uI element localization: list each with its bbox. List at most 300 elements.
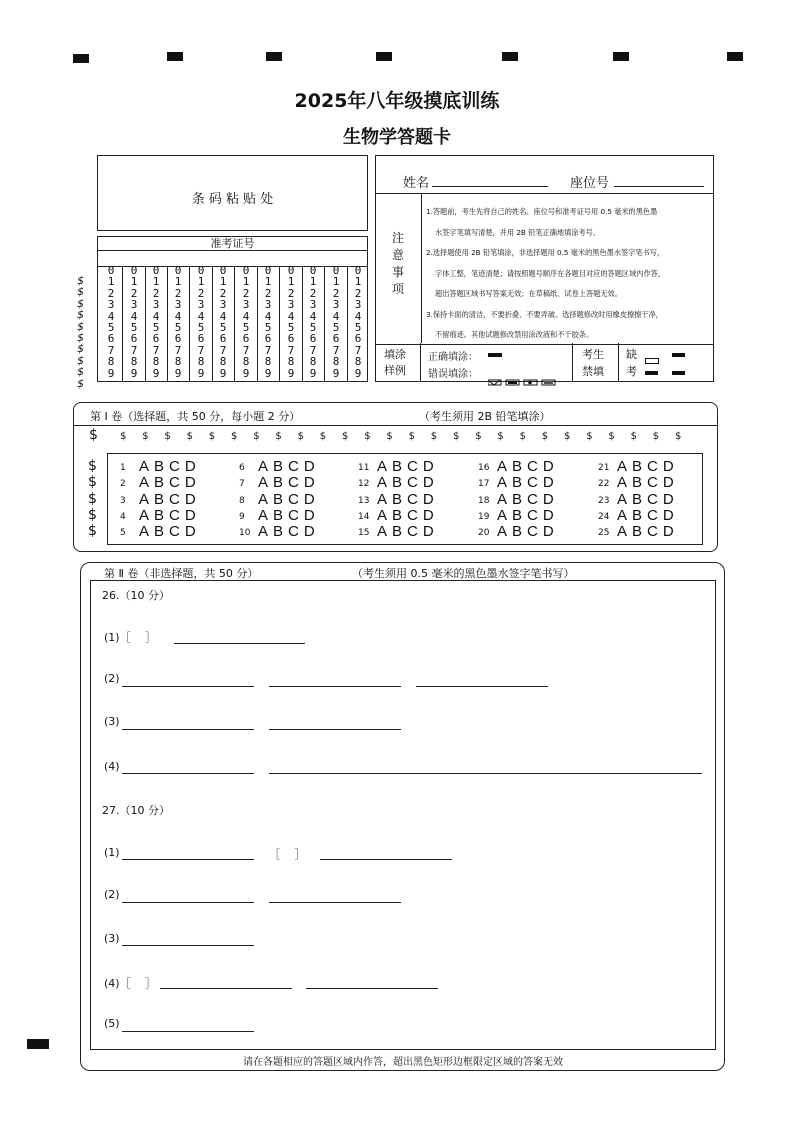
answer-options[interactable]: ABCD: [497, 506, 559, 524]
timing-mark: [27, 1039, 49, 1049]
absent-empty-box: [645, 358, 659, 364]
answer-options[interactable]: ABCD: [139, 506, 201, 524]
notes-char: 项: [391, 282, 404, 296]
q26-4-label: (4): [104, 760, 120, 773]
absent-label-2: 考: [626, 365, 637, 378]
name-label: 姓名: [403, 176, 430, 191]
correct-fill-mark: [488, 353, 502, 357]
notes-line: 字体工整，笔迹清楚；请按照题号顺序在各题目对应的答题区域内作答，: [435, 268, 666, 278]
footer-warning: 请在各题相应的答题区域内作答，超出黑色矩形边框限定区域的答案无效: [243, 1057, 563, 1068]
exam-digit[interactable]: 8: [242, 355, 250, 369]
question-number: 5: [120, 528, 126, 539]
q27-2-label: (2): [104, 888, 120, 901]
exam-digit[interactable]: 8: [332, 355, 340, 369]
question-number: 24: [598, 511, 610, 522]
exam-digit-column[interactable]: [194, 266, 208, 380]
question-number: 19: [478, 511, 490, 522]
exam-digit[interactable]: 2: [174, 286, 182, 300]
notes-line: 3.保持卡面的清洁，不要折叠、不要弄破。选择题修改时用橡皮擦擦干净，: [426, 309, 663, 319]
row-timing-mark: $: [630, 431, 637, 442]
forbidden-label-2: 禁填: [582, 365, 604, 378]
answer-options[interactable]: ABCD: [258, 458, 320, 475]
question-number: 6: [239, 463, 245, 473]
exam-digit[interactable]: 3: [332, 298, 340, 312]
exam-digit-column[interactable]: [216, 266, 230, 380]
q26-2-blank-c[interactable]: [416, 686, 548, 687]
exam-digit[interactable]: 0: [287, 264, 295, 277]
side-timing-mark: $: [77, 308, 84, 322]
exam-digit[interactable]: 1: [219, 275, 227, 289]
question-number: 3: [120, 495, 126, 506]
question-number: 15: [358, 528, 370, 539]
answer-options[interactable]: ABCD: [139, 490, 201, 508]
exam-digit-column[interactable]: [306, 266, 320, 380]
exam-digit[interactable]: 2: [354, 286, 362, 300]
exam-digit[interactable]: 7: [107, 343, 115, 357]
row-timing-mark: $: [430, 431, 438, 442]
side-timing-mark: $: [88, 523, 97, 540]
absent-mark[interactable]: [672, 353, 685, 357]
q27-4-label: (4)［ ］: [104, 977, 157, 990]
fill-example-label-1: 填涂: [384, 348, 406, 361]
notes-line: 2.选择题使用 2B 铅笔填涂，非选择题用 0.5 毫米的黑色墨水签字笔书写，: [426, 248, 665, 257]
question-number: 13: [358, 495, 370, 506]
exam-digit[interactable]: 3: [309, 298, 317, 312]
answer-options[interactable]: ABCD: [497, 523, 559, 541]
timing-mark: [613, 52, 629, 61]
exam-digit[interactable]: 0: [354, 264, 362, 277]
exam-digit[interactable]: 0: [332, 264, 340, 277]
exam-digit[interactable]: 3: [354, 298, 362, 312]
answer-options[interactable]: ABCD: [377, 474, 439, 492]
exam-digit[interactable]: 3: [152, 298, 160, 312]
timing-mark: [167, 52, 183, 61]
exam-digit[interactable]: 2: [152, 286, 160, 300]
fill-example-label: [384, 347, 406, 379]
exam-digit[interactable]: 6: [332, 332, 340, 346]
part1-title: 第 Ⅰ 卷（选择题，共 50 分，每小题 2 分）: [90, 410, 301, 423]
answer-options[interactable]: ABCD: [139, 523, 201, 541]
question-number: 11: [358, 463, 370, 473]
exam-digit[interactable]: 3: [174, 298, 182, 312]
q26-1-blank[interactable]: [174, 643, 305, 644]
timing-mark: [266, 52, 282, 61]
exam-digit[interactable]: 5: [242, 320, 250, 334]
row-timing-mark: $: [186, 431, 193, 442]
exam-digit-column[interactable]: [261, 266, 275, 380]
exam-digit[interactable]: 6: [309, 332, 317, 346]
q27-3-blank[interactable]: [122, 945, 254, 946]
exam-digit[interactable]: 1: [332, 275, 340, 289]
exam-digit[interactable]: 5: [152, 320, 160, 334]
exam-digit[interactable]: 3: [264, 298, 272, 312]
exam-digit[interactable]: 5: [130, 320, 138, 334]
q27-3-label: (3): [104, 932, 120, 945]
exam-digit[interactable]: 4: [264, 309, 272, 323]
exam-digit-column[interactable]: [127, 266, 141, 380]
q26-3-blank-b[interactable]: [269, 729, 401, 730]
exam-digit[interactable]: 9: [332, 366, 340, 380]
row-timing-mark: $: [319, 431, 327, 442]
answer-options[interactable]: ABCD: [377, 523, 439, 541]
row-timing-mark: $: [342, 431, 349, 442]
name-field[interactable]: [432, 186, 548, 187]
notes-label: [388, 230, 408, 298]
timing-mark: [73, 54, 89, 63]
exam-digit[interactable]: 8: [219, 355, 227, 369]
q26-2-label: (2): [104, 672, 120, 685]
exam-digit[interactable]: 9: [287, 366, 295, 380]
answer-options[interactable]: ABCD: [258, 474, 320, 492]
row-timing-mark: $: [364, 431, 371, 442]
exam-digit[interactable]: 4: [354, 309, 362, 323]
forbidden-label: [582, 346, 604, 380]
exam-digit[interactable]: 7: [287, 343, 295, 357]
q27-4-blank-a[interactable]: [160, 988, 292, 989]
exam-digit[interactable]: 4: [219, 309, 227, 323]
exam-digit[interactable]: 1: [174, 275, 182, 289]
q26-2-blank-b[interactable]: [269, 686, 401, 687]
side-timing-mark: $: [77, 331, 84, 344]
exam-digit[interactable]: 6: [287, 332, 295, 346]
side-timing-mark: $: [77, 376, 84, 390]
exam-digit[interactable]: 8: [287, 355, 295, 369]
side-timing-mark: $: [77, 296, 84, 310]
barcode-area: [97, 155, 368, 231]
exam-digit[interactable]: 6: [354, 332, 362, 346]
exam-digit[interactable]: 0: [309, 264, 317, 277]
row-timing-mark: $: [586, 431, 593, 442]
exam-digit[interactable]: 3: [219, 298, 227, 312]
absent-label-1: 缺: [626, 348, 637, 361]
timing-mark: [727, 52, 743, 61]
exam-digit[interactable]: 4: [242, 309, 250, 323]
exam-digit[interactable]: 5: [332, 320, 340, 334]
q27-2-blank-b[interactable]: [269, 902, 401, 903]
answer-area[interactable]: [90, 580, 716, 1050]
exam-digit[interactable]: 7: [242, 343, 250, 357]
exam-digit[interactable]: 0: [219, 264, 227, 277]
exam-digit[interactable]: 9: [242, 366, 250, 380]
question-number: 10: [239, 528, 251, 539]
row-timing-mark: $: [453, 431, 460, 442]
exam-digit[interactable]: 4: [107, 309, 115, 323]
exam-digit[interactable]: 1: [197, 275, 205, 289]
exam-digit[interactable]: 5: [309, 320, 317, 334]
exam-digit[interactable]: 7: [197, 343, 205, 357]
row-timing-mark: $: [164, 431, 171, 442]
exam-digit-column[interactable]: [104, 266, 118, 380]
exam-digit[interactable]: 5: [174, 320, 182, 334]
answer-options[interactable]: ABCD: [139, 458, 201, 475]
q27-1-label: (1): [104, 846, 120, 859]
exam-digit[interactable]: 2: [219, 286, 227, 300]
exam-digit[interactable]: 9: [309, 366, 317, 380]
exam-digit[interactable]: 1: [264, 275, 272, 289]
exam-digit[interactable]: 5: [219, 320, 227, 334]
question-number: 17: [478, 479, 490, 490]
side-timing-mark: $: [88, 490, 97, 507]
exam-digit[interactable]: 8: [107, 355, 115, 369]
exam-digit[interactable]: 6: [152, 332, 160, 346]
exam-digit[interactable]: 7: [130, 343, 138, 357]
answer-options[interactable]: ABCD: [258, 490, 320, 508]
seat-field[interactable]: [614, 186, 704, 187]
question-number: 23: [598, 495, 610, 506]
exam-digit[interactable]: 0: [174, 264, 182, 277]
question-number: 21: [598, 463, 610, 473]
row-timing-mark: $: [297, 431, 304, 442]
wrong-fill-icon: [488, 378, 560, 387]
exam-digit[interactable]: 8: [197, 355, 205, 369]
exam-digit[interactable]: 7: [354, 343, 362, 357]
exam-digit[interactable]: 8: [152, 355, 160, 369]
answer-options[interactable]: ABCD: [617, 490, 679, 508]
exam-digit[interactable]: 1: [152, 275, 160, 289]
exam-digit[interactable]: 5: [354, 320, 362, 334]
exam-digit[interactable]: 7: [219, 343, 227, 357]
q27-5-blank[interactable]: [122, 1031, 254, 1032]
exam-digit[interactable]: 9: [174, 366, 182, 380]
exam-digit[interactable]: 1: [107, 275, 115, 289]
exam-digit[interactable]: 3: [197, 298, 205, 312]
exam-digit[interactable]: 2: [264, 286, 272, 300]
row-timing-mark: $: [475, 431, 482, 442]
q26-2-blank-a[interactable]: [122, 686, 254, 687]
q27-1-bracket: ［ ］: [269, 848, 306, 861]
question-number: 9: [239, 511, 245, 522]
question-number: 1: [120, 463, 126, 473]
exam-digit[interactable]: 4: [332, 309, 340, 323]
question-number: 25: [598, 528, 610, 539]
q26-3-label: (3): [104, 715, 120, 728]
question-number: 4: [120, 511, 126, 522]
exam-digit[interactable]: 9: [219, 366, 227, 380]
exam-digit[interactable]: 1: [354, 275, 362, 289]
exam-digit[interactable]: 3: [287, 298, 295, 312]
exam-digit[interactable]: 5: [197, 320, 205, 334]
exam-digit[interactable]: 7: [174, 343, 182, 357]
exam-digit[interactable]: 7: [152, 343, 160, 357]
row-timing-mark: $: [120, 431, 127, 442]
exam-digit[interactable]: 8: [309, 355, 317, 369]
q26-1-label: (1)［ ］: [104, 631, 157, 644]
exam-digit-column[interactable]: [351, 266, 365, 380]
side-timing-mark: $: [88, 458, 97, 474]
q27-heading: 27.（10 分）: [102, 804, 170, 817]
answer-options[interactable]: ABCD: [377, 490, 439, 508]
row-timing-mark: $: [497, 431, 504, 442]
row-timing-mark: $: [231, 431, 238, 442]
question-number: 22: [598, 479, 610, 490]
exam-digit[interactable]: 2: [287, 286, 295, 300]
question-number: 14: [358, 511, 370, 522]
row-timing-mark: $: [541, 431, 549, 442]
question-number: 7: [239, 479, 245, 490]
row-timing-mark: $: [89, 427, 98, 443]
exam-digit[interactable]: 7: [332, 343, 340, 357]
exam-digit[interactable]: 0: [197, 264, 205, 277]
exam-digit[interactable]: 5: [264, 320, 272, 334]
exam-digit-column[interactable]: [329, 266, 343, 380]
wrong-fill-marks: [488, 372, 560, 391]
notes-char: 意: [391, 248, 404, 262]
q27-2-blank-a[interactable]: [122, 902, 254, 903]
exam-digit[interactable]: 1: [287, 275, 295, 289]
notes-line: 1.答题前，考生先将自己的姓名、座位号和准考证号用 0.5 毫米的黑色墨: [426, 207, 658, 216]
notes-char: 注: [391, 231, 404, 245]
exam-digit[interactable]: 4: [197, 309, 205, 323]
exam-digit[interactable]: 0: [152, 264, 160, 277]
row-timing-mark: $: [408, 431, 415, 442]
question-number: 2: [120, 479, 126, 490]
page-subtitle: 生物学答题卡: [343, 127, 451, 148]
exam-digit[interactable]: 9: [107, 366, 115, 380]
answer-options[interactable]: ABCD: [258, 523, 320, 541]
exam-digit[interactable]: 2: [130, 286, 138, 300]
exam-digit[interactable]: 5: [287, 320, 295, 334]
exam-digit[interactable]: 4: [174, 309, 182, 323]
forbidden-label-1: 考生: [582, 348, 604, 361]
absent-mark: [645, 371, 658, 375]
q27-1-blank-a[interactable]: [122, 859, 254, 860]
side-timing-mark: $: [77, 342, 84, 356]
exam-digit[interactable]: 1: [309, 275, 317, 289]
exam-digit[interactable]: 7: [309, 343, 317, 357]
part2-note: （考生须用 0.5 毫米的黑色墨水签字笔书写）: [352, 567, 575, 580]
exam-digit-column[interactable]: [171, 266, 185, 380]
question-number: 12: [358, 479, 370, 490]
row-timing-mark: $: [564, 431, 571, 442]
exam-digit[interactable]: 3: [242, 298, 250, 312]
question-number: 8: [239, 495, 245, 506]
row-timing-mark: $: [142, 431, 149, 442]
exam-digit[interactable]: 8: [264, 355, 272, 369]
exam-digit[interactable]: 4: [152, 309, 160, 323]
correct-fill-label: 正确填涂：: [428, 352, 478, 363]
exam-digit[interactable]: 2: [197, 286, 205, 300]
exam-digit-column[interactable]: [239, 266, 253, 380]
exam-number-label: 准考证号: [98, 237, 367, 251]
exam-digit[interactable]: 8: [354, 355, 362, 369]
row-timing-mark: $: [608, 431, 615, 442]
absent-mark: [672, 371, 685, 375]
timing-mark: [502, 52, 518, 61]
answer-options[interactable]: ABCD: [377, 458, 439, 475]
exam-digit[interactable]: 6: [219, 332, 227, 346]
answer-options[interactable]: ABCD: [617, 474, 679, 492]
exam-digit[interactable]: 0: [130, 264, 138, 277]
exam-digit[interactable]: 6: [197, 332, 205, 346]
question-number: 20: [478, 528, 490, 539]
exam-digit[interactable]: 9: [354, 366, 362, 380]
answer-options[interactable]: ABCD: [258, 506, 320, 524]
part2-title: 第 Ⅱ 卷（非选择题，共 50 分）: [104, 567, 259, 580]
answer-options[interactable]: ABCD: [139, 474, 201, 492]
exam-digit[interactable]: 3: [130, 298, 138, 312]
q26-4-blank-a[interactable]: [122, 773, 254, 774]
exam-digit[interactable]: 9: [197, 366, 205, 380]
exam-digit[interactable]: 8: [174, 355, 182, 369]
side-timing-mark: $: [77, 274, 84, 287]
notes-char: 事: [391, 265, 404, 279]
exam-digit[interactable]: 8: [130, 355, 138, 369]
exam-digit[interactable]: 6: [174, 332, 182, 346]
q27-4-blank-b[interactable]: [306, 988, 438, 989]
row-timing-mark: $: [253, 431, 260, 442]
page-title: 2025年八年级摸底训练: [294, 90, 500, 112]
exam-digit[interactable]: 6: [264, 332, 272, 346]
exam-digit[interactable]: 7: [264, 343, 272, 357]
exam-digit[interactable]: 4: [130, 309, 138, 323]
q27-1-blank-b[interactable]: [320, 859, 452, 860]
timing-mark: [376, 52, 392, 61]
exam-digit[interactable]: 2: [332, 286, 340, 300]
side-timing-mark: $: [88, 506, 97, 523]
exam-digit[interactable]: 6: [130, 332, 138, 346]
q26-3-blank-a[interactable]: [122, 729, 254, 730]
notes-text: [426, 202, 712, 346]
exam-digit[interactable]: 4: [309, 309, 317, 323]
row-timing-mark: $: [675, 431, 682, 442]
exam-digit[interactable]: 0: [264, 264, 272, 277]
exam-digit[interactable]: 4: [287, 309, 295, 323]
q26-4-blank-b[interactable]: [269, 773, 702, 774]
answer-options[interactable]: ABCD: [617, 523, 679, 541]
side-timing-mark: $: [77, 285, 84, 299]
side-timing-mark: $: [88, 474, 97, 491]
row-timing-mark: $: [519, 431, 526, 442]
row-timing-mark: $: [652, 431, 660, 442]
answer-options[interactable]: ABCD: [497, 490, 559, 508]
answer-options[interactable]: ABCD: [617, 458, 679, 475]
answer-options[interactable]: ABCD: [377, 506, 439, 524]
barcode-label: 条 码 粘 贴 处: [191, 192, 274, 207]
exam-digit[interactable]: 5: [107, 320, 115, 334]
absent-label: [626, 346, 637, 380]
exam-digit[interactable]: 2: [309, 286, 317, 300]
exam-digit[interactable]: 0: [242, 264, 250, 277]
row-timing-mark: $: [208, 431, 216, 442]
wrong-fill-label: 错误填涂：: [428, 369, 478, 380]
exam-digit[interactable]: 6: [242, 332, 250, 346]
part1-note: （考生须用 2B 铅笔填涂）: [419, 410, 551, 423]
exam-digit[interactable]: 3: [107, 298, 115, 312]
answer-options[interactable]: ABCD: [497, 474, 559, 492]
notes-line: 水签字笔填写清楚，并用 2B 铅笔正确地填涂考号。: [435, 227, 601, 237]
notes-line: 不留痕迹。其他试题修改禁用涂改液和不干胶条。: [435, 330, 594, 339]
side-timing-mark: $: [77, 319, 84, 333]
question-number: 18: [478, 495, 490, 506]
seat-label: 座位号: [570, 176, 610, 191]
exam-digit[interactable]: 0: [107, 264, 115, 277]
exam-digit-column[interactable]: [284, 266, 298, 380]
exam-digit[interactable]: 9: [130, 366, 138, 380]
exam-digit[interactable]: 6: [107, 332, 115, 346]
exam-digit[interactable]: 9: [264, 366, 272, 380]
notes-line: 超出答题区域书写答案无效；在草稿纸、试卷上答题无效。: [435, 289, 622, 298]
row-timing-mark: $: [386, 431, 393, 442]
exam-digit[interactable]: 1: [130, 275, 138, 289]
answer-options[interactable]: ABCD: [617, 506, 679, 524]
exam-digit[interactable]: 9: [152, 366, 160, 380]
exam-digit-column[interactable]: [149, 266, 163, 380]
answer-options[interactable]: ABCD: [497, 458, 559, 475]
exam-digit[interactable]: 1: [242, 275, 250, 289]
exam-digit[interactable]: 2: [107, 286, 115, 300]
exam-digit[interactable]: 2: [242, 286, 250, 300]
fill-example-label-2: 样例: [384, 364, 406, 377]
